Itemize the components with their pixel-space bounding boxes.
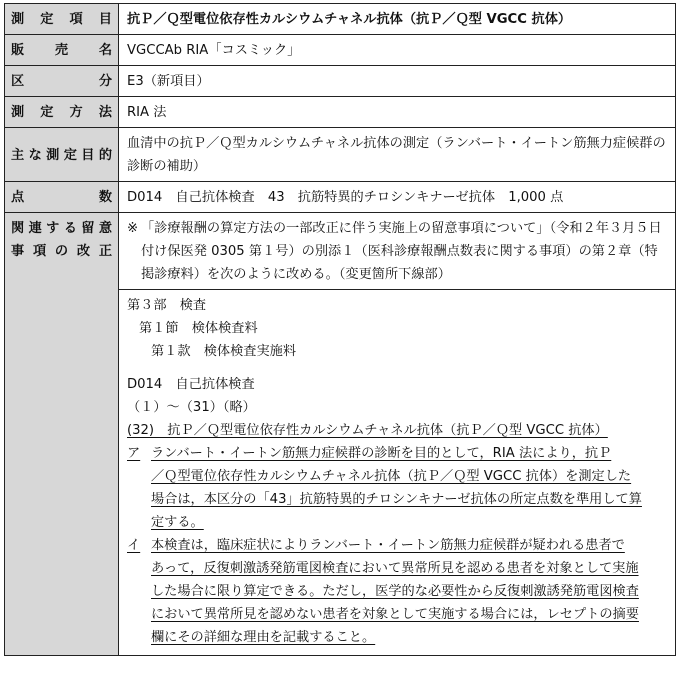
note-block bbox=[127, 217, 667, 286]
value-notes bbox=[119, 213, 676, 290]
amend-section: 第１節 検体検査料 bbox=[139, 321, 258, 336]
label-notes-line1: 関 連 す る 留 意 bbox=[11, 221, 112, 236]
label-text-item-name: 測 定 項 目 bbox=[11, 12, 112, 27]
amend-subsection: 第１款 検体検査実施料 bbox=[151, 344, 297, 359]
amend-a-text bbox=[151, 442, 642, 534]
amend-i-line: 本検査は，臨床症状によりランバート・イートン筋無力症候群が疑われる患者で bbox=[151, 538, 625, 553]
label-purpose: 主 な 測 定 目 的 bbox=[5, 128, 119, 182]
amend-part: 第３部 検査 bbox=[127, 298, 207, 313]
label-notes-line2: 事 項 の 改 正 bbox=[11, 244, 112, 259]
amend-a-mark: ア bbox=[127, 446, 141, 461]
amend-a-line: ／Ｑ型電位依存性カルシウムチャネル抗体（抗Ｐ／Ｑ型 VGCC 抗体）を測定した bbox=[151, 469, 632, 484]
value-category: E3（新項目） bbox=[119, 66, 676, 97]
amend-i-line: した場合に限り算定できる。ただし，医学的な必要性から反復刺激誘発筋電図検査 bbox=[151, 584, 639, 599]
row-method bbox=[5, 97, 676, 128]
amend-i-text bbox=[151, 534, 639, 649]
row-points bbox=[5, 182, 676, 213]
amend-a-line: 定する。 bbox=[151, 515, 204, 530]
amend-item-i bbox=[127, 534, 667, 649]
amend-omitted: （１）～（31）（略） bbox=[127, 400, 256, 415]
note-mark: ※ bbox=[127, 221, 139, 236]
value-item-name: 抗Ｐ／Ｑ型電位依存性カルシウムチャネル抗体（抗Ｐ／Ｑ型 VGCC 抗体） bbox=[119, 4, 676, 35]
label-category: 区 分 bbox=[5, 66, 119, 97]
value-product: VGCCAb RIA「コスミック」 bbox=[119, 35, 676, 66]
amend-i-line: あって，反復刺激誘発筋電図検査において異常所見を認める患者を対象として実施 bbox=[151, 561, 639, 576]
label-notes bbox=[5, 213, 119, 656]
row-notes bbox=[5, 213, 676, 290]
amend-a-line: ランバート・イートン筋無力症候群の診断を目的として，RIA 法により，抗Ｐ bbox=[151, 446, 612, 461]
label-product: 販 売 名 bbox=[5, 35, 119, 66]
amend-i-mark: イ bbox=[127, 538, 141, 553]
document bbox=[4, 3, 676, 656]
amend-i-line: において異常所見を認めない患者を対象として実施する場合には，レセプトの摘要 bbox=[151, 607, 639, 622]
value-purpose: 血清中の抗Ｐ／Ｑ型カルシウムチャネル抗体の測定（ランバート・イートン筋無力症候群の診断の補助） bbox=[119, 128, 676, 182]
label-points: 点 数 bbox=[5, 182, 119, 213]
amend-a-line: 場合は，本区分の「43」抗筋特異的チロシンキナーゼ抗体の所定点数を準用して算 bbox=[151, 492, 642, 507]
row-product bbox=[5, 35, 676, 66]
amend-i-line: 欄にその詳細な理由を記載すること。 bbox=[151, 630, 376, 645]
row-category bbox=[5, 66, 676, 97]
note-text: 「診療報酬の算定方法の一部改正に伴う実施上の留意事項について」（令和２年３月５日付け保医発 0305 第１号）の別添１（医科診療報酬点数表に関する事項）の第２章（特掲診療料）を次のように改める。（変更箇所下線部） bbox=[141, 221, 662, 282]
label-method: 測 定 方 法 bbox=[5, 97, 119, 128]
amend-item-a bbox=[127, 442, 667, 534]
amendment-body bbox=[119, 290, 676, 656]
amend-item32 bbox=[127, 419, 667, 442]
value-method: RIA 法 bbox=[119, 97, 676, 128]
spec-table bbox=[4, 3, 676, 656]
value-points: D014 自己抗体検査 43 抗筋特異的チロシンキナーゼ抗体 1,000 点 bbox=[119, 182, 676, 213]
row-purpose bbox=[5, 128, 676, 182]
label-item-name bbox=[5, 4, 119, 35]
amend-code: D014 自己抗体検査 bbox=[127, 377, 255, 392]
row-item-name bbox=[5, 4, 676, 35]
amend-item32-text: (32) 抗Ｐ／Ｑ型電位依存性カルシウムチャネル抗体（抗Ｐ／Ｑ型 VGCC 抗体） bbox=[127, 423, 608, 438]
